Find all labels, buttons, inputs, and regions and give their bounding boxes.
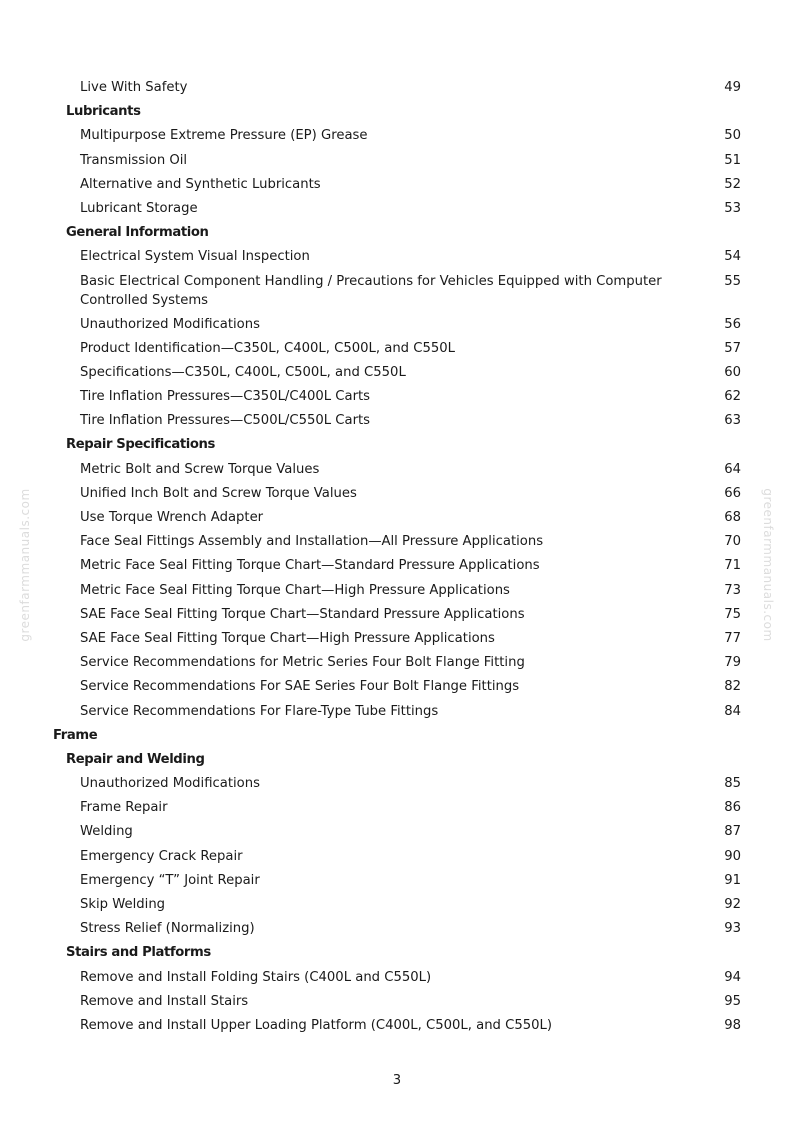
toc-entry[interactable] — [0, 482, 794, 506]
toc-entry-page: 73 — [724, 582, 741, 598]
toc-entry-page: 60 — [724, 364, 741, 380]
toc-entry-title: Product Identification—C350L, C400L, C500L, and C550L — [80, 340, 455, 356]
toc-entry[interactable] — [0, 313, 794, 337]
toc-entry-page: 85 — [724, 776, 741, 792]
toc-entry-title: Stairs and Platforms — [66, 945, 211, 961]
toc-entry[interactable] — [0, 893, 794, 917]
toc-entry[interactable] — [0, 675, 794, 699]
toc-entry-page: 91 — [724, 872, 741, 888]
toc-entry-page: 86 — [724, 800, 741, 816]
toc-entry-page: 64 — [724, 461, 741, 477]
toc-entry-title: Remove and Install Upper Loading Platform (C400L, C500L, and C550L) — [80, 1017, 552, 1033]
table-of-contents — [0, 76, 794, 1038]
toc-entry-page: 56 — [724, 316, 741, 332]
toc-section-heading — [0, 100, 794, 124]
toc-entry[interactable] — [0, 845, 794, 869]
toc-section-heading — [0, 433, 794, 457]
toc-entry-page: 63 — [724, 413, 741, 429]
toc-section-heading — [0, 748, 794, 772]
toc-entry[interactable] — [0, 820, 794, 844]
toc-entry-page: 79 — [724, 655, 741, 671]
toc-entry-title: Specifications—C350L, C400L, C500L, and C550L — [80, 364, 406, 380]
toc-entry-page: 53 — [724, 200, 741, 216]
toc-entry-page: 92 — [724, 897, 741, 912]
toc-entry-title: Metric Face Seal Fitting Torque Chart—High Pressure Applications — [80, 582, 510, 598]
toc-entry-page: 98 — [724, 1017, 741, 1033]
toc-entry-title: Remove and Install Stairs — [80, 993, 249, 1009]
toc-entry-title: Tire Inflation Pressures—C500L/C550L Carts — [80, 413, 371, 429]
toc-entry-title: Service Recommendations for Metric Series Four Bolt Flange Fitting — [80, 655, 525, 671]
toc-entry-page: 90 — [724, 848, 741, 864]
toc-entry-page: 54 — [724, 249, 741, 265]
toc-entry[interactable] — [0, 149, 794, 173]
toc-entry-title: Repair Specifications — [66, 437, 215, 453]
toc-entry[interactable] — [0, 124, 794, 148]
toc-entry[interactable] — [0, 651, 794, 675]
toc-entry[interactable] — [0, 385, 794, 409]
toc-entry-page: 49 — [724, 80, 741, 95]
toc-entry-title: SAE Face Seal Fitting Torque Chart—Standard Pressure Applications — [80, 606, 525, 622]
toc-entry[interactable] — [0, 554, 794, 578]
toc-entry[interactable] — [0, 337, 794, 361]
toc-entry[interactable] — [0, 1014, 794, 1038]
toc-entry-title: Transmission Oil — [80, 152, 188, 168]
toc-section-heading — [0, 724, 794, 748]
toc-entry-title: Multipurpose Extreme Pressure (EP) Grease — [80, 128, 368, 144]
toc-entry-title: Unauthorized Modifications — [80, 776, 260, 792]
toc-entry-page: 77 — [724, 630, 741, 646]
toc-entry-title: Basic Electrical Component Handling / Precautions for Vehicles Equipped with Computer Controlled Systems — [80, 274, 662, 309]
toc-entry-page: 52 — [724, 176, 741, 192]
page-number: 3 — [392, 1073, 402, 1088]
toc-entry[interactable] — [0, 917, 794, 941]
toc-entry[interactable] — [0, 603, 794, 627]
toc-entry[interactable] — [0, 700, 794, 724]
toc-entry-page: 75 — [724, 606, 741, 622]
toc-entry-title: Alternative and Synthetic Lubricants — [80, 176, 321, 192]
toc-entry-page: 62 — [724, 389, 741, 405]
toc-entry-page: 94 — [724, 969, 741, 985]
toc-entry-page: 68 — [724, 510, 741, 525]
toc-entry-page: 57 — [724, 340, 741, 356]
toc-entry-title: Service Recommendations For Flare-Type Tube Fittings — [80, 703, 439, 719]
toc-entry[interactable] — [0, 796, 794, 820]
toc-entry-title: Use Torque Wrench Adapter — [80, 510, 264, 525]
toc-entry-title: General Information — [66, 225, 209, 241]
toc-entry-title: Metric Bolt and Screw Torque Values — [80, 461, 320, 477]
toc-entry-title: Lubricants — [66, 104, 141, 120]
toc-entry[interactable] — [0, 270, 794, 313]
toc-entry-page: 71 — [724, 558, 741, 574]
toc-entry[interactable] — [0, 772, 794, 796]
toc-entry[interactable] — [0, 409, 794, 433]
toc-entry-title: Frame — [53, 727, 98, 743]
toc-entry-title: SAE Face Seal Fitting Torque Chart—High Pressure Applications — [80, 630, 495, 646]
toc-entry[interactable] — [0, 990, 794, 1014]
toc-entry-title: Face Seal Fittings Assembly and Installation—All Pressure Applications — [80, 534, 544, 550]
toc-entry-title: Service Recommendations For SAE Series Four Bolt Flange Fittings — [80, 679, 520, 695]
toc-entry-title: Unauthorized Modifications — [80, 316, 260, 332]
toc-entry[interactable] — [0, 506, 794, 530]
toc-entry-title: Unified Inch Bolt and Screw Torque Values — [80, 485, 357, 501]
toc-entry-title: Tire Inflation Pressures—C350L/C400L Carts — [80, 389, 371, 405]
toc-entry-page: 82 — [724, 679, 741, 695]
toc-entry[interactable] — [0, 869, 794, 893]
toc-entry[interactable] — [0, 530, 794, 554]
toc-section-heading — [0, 941, 794, 965]
toc-entry-title: Welding — [80, 824, 133, 840]
toc-entry[interactable] — [0, 197, 794, 221]
toc-entry-title: Metric Face Seal Fitting Torque Chart—Standard Pressure Applications — [80, 558, 540, 574]
toc-entry-title: Live With Safety — [80, 80, 188, 95]
toc-entry[interactable] — [0, 579, 794, 603]
toc-entry-title: Repair and Welding — [66, 751, 205, 767]
toc-entry-title: Lubricant Storage — [80, 200, 198, 216]
toc-entry-title: Remove and Install Folding Stairs (C400L and C550L) — [80, 969, 432, 985]
watermark-left: greenfarmmanuals.com — [18, 488, 32, 642]
toc-entry[interactable] — [0, 245, 794, 269]
toc-entry-title: Skip Welding — [80, 897, 166, 912]
toc-entry-page: 55 — [724, 274, 741, 290]
toc-entry-title: Emergency Crack Repair — [80, 848, 243, 864]
toc-entry-page: 70 — [724, 534, 741, 550]
toc-entry-title: Emergency “T” Joint Repair — [80, 872, 260, 888]
toc-entry-page: 51 — [724, 152, 741, 168]
toc-entry-title: Frame Repair — [80, 800, 168, 816]
toc-entry-title: Stress Relief (Normalizing) — [80, 921, 255, 937]
toc-entry[interactable] — [0, 361, 794, 385]
toc-entry[interactable] — [0, 458, 794, 482]
toc-entry[interactable] — [0, 173, 794, 197]
toc-entry[interactable] — [0, 76, 794, 100]
toc-entry-page: 95 — [724, 993, 741, 1009]
toc-entry-page: 87 — [724, 824, 741, 840]
toc-entry[interactable] — [0, 627, 794, 651]
toc-entry-title: Electrical System Visual Inspection — [80, 249, 310, 265]
toc-entry[interactable] — [0, 966, 794, 990]
toc-entry-page: 93 — [724, 921, 741, 937]
toc-entry-page: 50 — [724, 128, 741, 144]
toc-section-heading — [0, 221, 794, 245]
watermark-right: greenfarmmanuals.com — [761, 488, 775, 642]
toc-entry-page: 66 — [724, 485, 741, 501]
toc-entry-page: 84 — [724, 703, 741, 719]
